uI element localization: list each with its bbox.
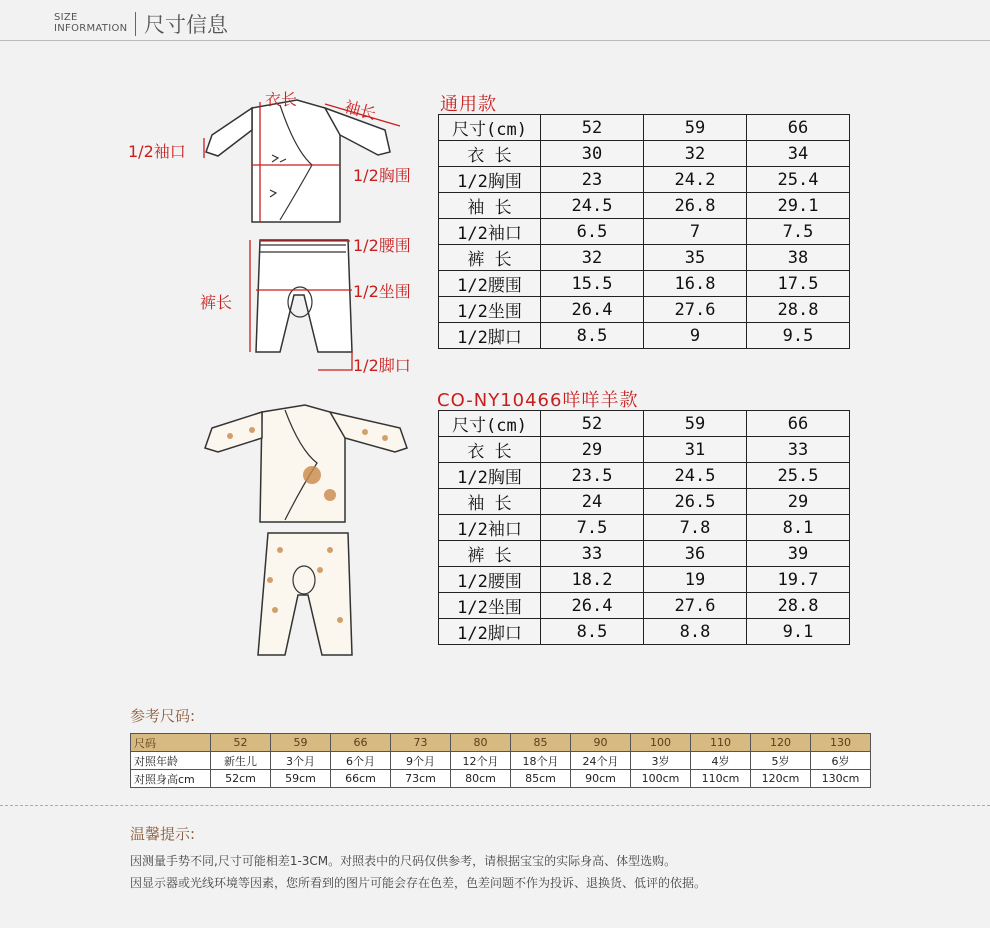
- tips-title: 温馨提示:: [130, 825, 196, 843]
- value-cell: 25.4: [747, 167, 850, 193]
- reference-cell: 130: [811, 734, 871, 752]
- table-row: [439, 463, 850, 489]
- table-row: [439, 167, 850, 193]
- row-label-cell: 袖 长: [439, 193, 541, 219]
- reference-cell: 4岁: [691, 752, 751, 770]
- value-cell: 33: [541, 541, 644, 567]
- reference-cell: 100: [631, 734, 691, 752]
- value-cell: 38: [747, 245, 850, 271]
- reference-cell: 80cm: [451, 770, 511, 788]
- table-row: [439, 297, 850, 323]
- row-label-cell: 1/2脚口: [439, 323, 541, 349]
- value-cell: 34: [747, 141, 850, 167]
- reference-cell: 9个月: [391, 752, 451, 770]
- table1-title: 通用款: [440, 94, 497, 115]
- reference-cell: 80: [451, 734, 511, 752]
- table-row: [439, 437, 850, 463]
- row-label-cell: 袖 长: [439, 489, 541, 515]
- page-title: 尺寸信息: [144, 13, 228, 37]
- table-row: [439, 193, 850, 219]
- reference-cell: 90cm: [571, 770, 631, 788]
- header-en-line2: INFORMATION: [54, 23, 128, 34]
- value-cell: 28.8: [747, 297, 850, 323]
- value-cell: 52: [541, 411, 644, 437]
- reference-cell: 110: [691, 734, 751, 752]
- row-label-cell: 裤 长: [439, 245, 541, 271]
- label-sleeve-length: 袖长: [342, 96, 379, 124]
- reference-cell: 90: [571, 734, 631, 752]
- value-cell: 35: [644, 245, 747, 271]
- reference-title: 参考尺码:: [130, 707, 196, 725]
- table-row: [439, 141, 850, 167]
- value-cell: 18.2: [541, 567, 644, 593]
- value-cell: 24: [541, 489, 644, 515]
- label-hip: 1/2坐围: [353, 282, 411, 301]
- value-cell: 52: [541, 115, 644, 141]
- value-cell: 8.8: [644, 619, 747, 645]
- reference-cell: 6个月: [331, 752, 391, 770]
- reference-size-table: [130, 733, 871, 788]
- row-label-cell: 1/2腰围: [439, 567, 541, 593]
- reference-cell: 3岁: [631, 752, 691, 770]
- reference-cell: 120: [751, 734, 811, 752]
- pants-shape: [256, 240, 352, 352]
- value-cell: 7.8: [644, 515, 747, 541]
- dashed-divider: [0, 805, 990, 806]
- reference-cell: 120cm: [751, 770, 811, 788]
- shirt-body-shape: [252, 100, 340, 222]
- row-label-cell: 1/2坐围: [439, 297, 541, 323]
- tip-line-2: 因显示器或光线环境等因素，您所看到的图片可能会存在色差，色差问题不作为投诉、退换货、低评的依据。: [130, 876, 707, 890]
- product-illustration: [200, 400, 420, 665]
- value-cell: 28.8: [747, 593, 850, 619]
- value-cell: 24.2: [644, 167, 747, 193]
- value-cell: 66: [747, 115, 850, 141]
- table-row: [439, 593, 850, 619]
- value-cell: 31: [644, 437, 747, 463]
- value-cell: 26.8: [644, 193, 747, 219]
- row-label-cell: 1/2腰围: [439, 271, 541, 297]
- reference-cell: 66cm: [331, 770, 391, 788]
- value-cell: 25.5: [747, 463, 850, 489]
- value-cell: 32: [644, 141, 747, 167]
- reference-cell: 59cm: [271, 770, 331, 788]
- reference-cell: 新生儿: [211, 752, 271, 770]
- tip-line-1: 因测量手势不同,尺寸可能相差1-3CM。对照表中的尺码仅供参考，请根据宝宝的实际身高、体型选购。: [130, 854, 677, 868]
- reference-row-label: 对照年龄: [131, 752, 211, 770]
- table-row: [439, 567, 850, 593]
- value-cell: 59: [644, 411, 747, 437]
- table-row: [439, 411, 850, 437]
- value-cell: 36: [644, 541, 747, 567]
- value-cell: 26.4: [541, 593, 644, 619]
- table-row: [439, 271, 850, 297]
- row-label-cell: 1/2袖口: [439, 219, 541, 245]
- reference-cell: 73cm: [391, 770, 451, 788]
- label-cuff: 1/2袖口: [128, 142, 186, 161]
- value-cell: 17.5: [747, 271, 850, 297]
- table-row: [439, 541, 850, 567]
- reference-row-label: 尺码: [131, 734, 211, 752]
- value-cell: 15.5: [541, 271, 644, 297]
- reference-cell: 5岁: [751, 752, 811, 770]
- value-cell: 9: [644, 323, 747, 349]
- reference-cell: 24个月: [571, 752, 631, 770]
- reference-cell: 130cm: [811, 770, 871, 788]
- header-divider: [135, 12, 136, 36]
- header-underline: [0, 40, 990, 41]
- reference-cell: 85cm: [511, 770, 571, 788]
- value-cell: 8.5: [541, 619, 644, 645]
- reference-cell: 85: [511, 734, 571, 752]
- value-cell: 27.6: [644, 297, 747, 323]
- value-cell: 27.6: [644, 593, 747, 619]
- value-cell: 8.5: [541, 323, 644, 349]
- value-cell: 9.1: [747, 619, 850, 645]
- value-cell: 32: [541, 245, 644, 271]
- header-en-line1: SIZE: [54, 12, 78, 23]
- reference-row-label: 对照身高cm: [131, 770, 211, 788]
- value-cell: 7: [644, 219, 747, 245]
- size-table-sheep: [438, 410, 850, 645]
- value-cell: 29.1: [747, 193, 850, 219]
- reference-cell: 12个月: [451, 752, 511, 770]
- row-label-cell: 1/2脚口: [439, 619, 541, 645]
- left-sleeve-shape: [206, 108, 252, 156]
- value-cell: 39: [747, 541, 850, 567]
- reference-cell: 3个月: [271, 752, 331, 770]
- size-table-general: [438, 114, 850, 349]
- table-row: [439, 245, 850, 271]
- row-label-cell: 1/2胸围: [439, 463, 541, 489]
- value-cell: 6.5: [541, 219, 644, 245]
- value-cell: 19.7: [747, 567, 850, 593]
- reference-cell: 6岁: [811, 752, 871, 770]
- value-cell: 23: [541, 167, 644, 193]
- table-row: [439, 515, 850, 541]
- reference-cell: 52: [211, 734, 271, 752]
- reference-cell: 59: [271, 734, 331, 752]
- table-row: [439, 323, 850, 349]
- table-row: [439, 489, 850, 515]
- row-label-cell: 衣 长: [439, 141, 541, 167]
- reference-cell: 52cm: [211, 770, 271, 788]
- value-cell: 8.1: [747, 515, 850, 541]
- value-cell: 26.4: [541, 297, 644, 323]
- row-label-cell: 衣 长: [439, 437, 541, 463]
- hem-line: [318, 352, 352, 370]
- value-cell: 29: [541, 437, 644, 463]
- table2-title: CO-NY10466咩咩羊款: [437, 390, 639, 411]
- value-cell: 24.5: [644, 463, 747, 489]
- row-label-cell: 尺寸(cm): [439, 115, 541, 141]
- header-subtitle: [54, 12, 127, 34]
- table-row: [439, 115, 850, 141]
- value-cell: 66: [747, 411, 850, 437]
- row-label-cell: 1/2袖口: [439, 515, 541, 541]
- row-label-cell: 尺寸(cm): [439, 411, 541, 437]
- row-label-cell: 裤 长: [439, 541, 541, 567]
- row-label-cell: 1/2坐围: [439, 593, 541, 619]
- label-chest: 1/2胸围: [353, 166, 411, 185]
- label-waist: 1/2腰围: [353, 236, 411, 255]
- reference-cell: 100cm: [631, 770, 691, 788]
- value-cell: 30: [541, 141, 644, 167]
- table-row: [439, 619, 850, 645]
- value-cell: 33: [747, 437, 850, 463]
- value-cell: 16.8: [644, 271, 747, 297]
- label-coat-length: 衣长: [265, 90, 298, 109]
- reference-cell: 18个月: [511, 752, 571, 770]
- label-pants-length: 裤长: [200, 293, 233, 312]
- value-cell: 23.5: [541, 463, 644, 489]
- reference-cell: 73: [391, 734, 451, 752]
- reference-row: [131, 770, 871, 788]
- value-cell: 7.5: [541, 515, 644, 541]
- reference-row: [131, 752, 871, 770]
- row-label-cell: 1/2胸围: [439, 167, 541, 193]
- table-row: [439, 219, 850, 245]
- value-cell: 29: [747, 489, 850, 515]
- value-cell: 59: [644, 115, 747, 141]
- value-cell: 19: [644, 567, 747, 593]
- label-hem: 1/2脚口: [353, 356, 411, 375]
- value-cell: 7.5: [747, 219, 850, 245]
- value-cell: 24.5: [541, 193, 644, 219]
- reference-row: [131, 734, 871, 752]
- reference-cell: 66: [331, 734, 391, 752]
- reference-cell: 110cm: [691, 770, 751, 788]
- value-cell: 9.5: [747, 323, 850, 349]
- value-cell: 26.5: [644, 489, 747, 515]
